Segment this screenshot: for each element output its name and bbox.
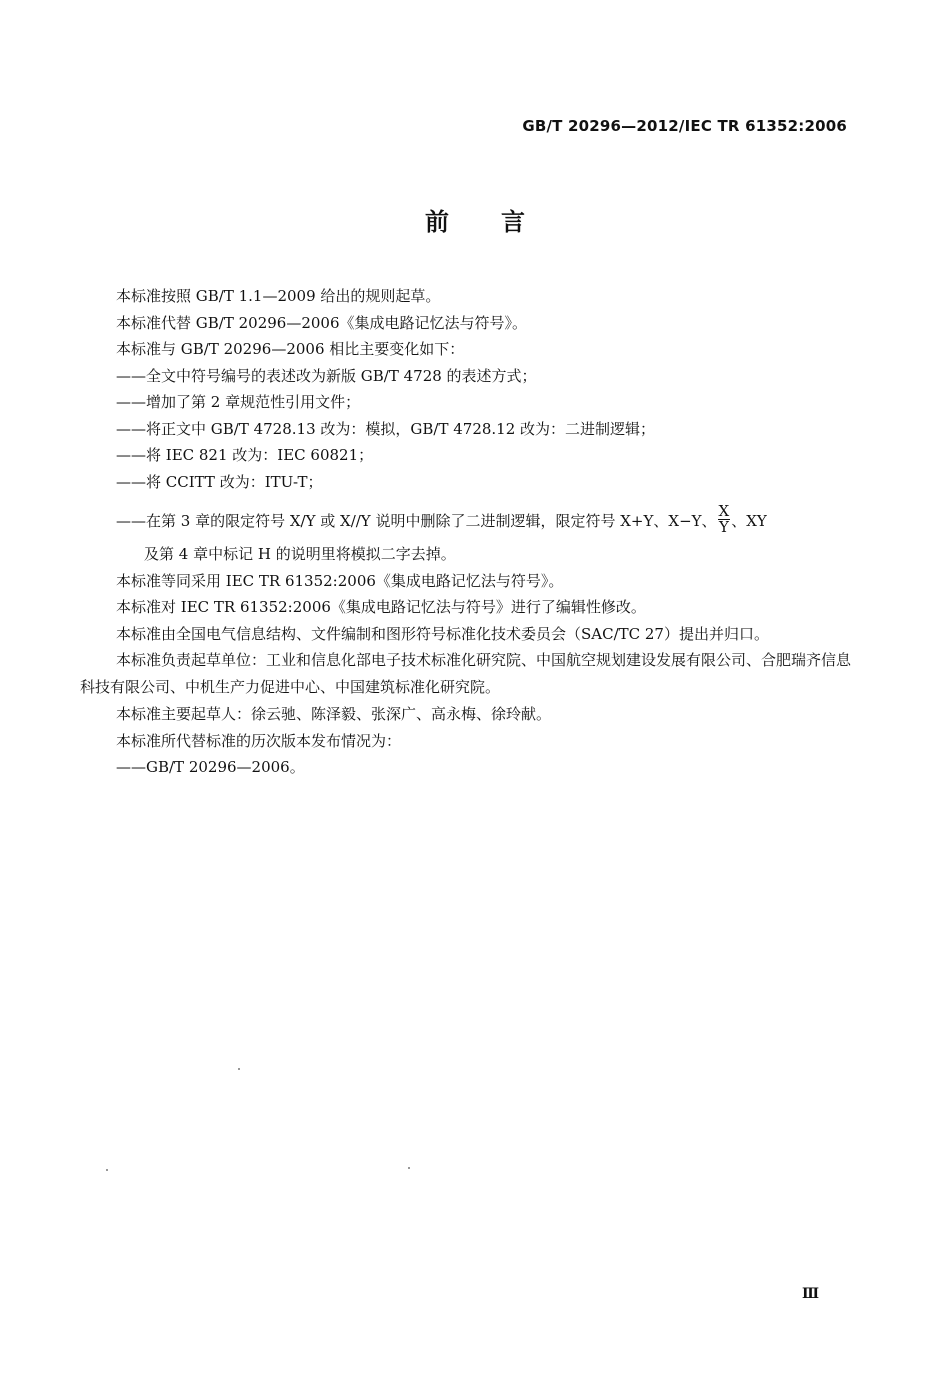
change-item-6 — [80, 495, 852, 541]
paragraph-identical-adoption: 本标准等同采用 IEC TR 61352:2006《集成电路记忆法与符号》。 — [116, 571, 564, 590]
paragraph-changes-intro: 本标准与 GB/T 20296—2006 相比主要变化如下： — [116, 340, 465, 358]
foreword-body — [80, 283, 852, 781]
standard-code-header: GB/T 20296—2012/IEC TR 61352:2006 — [522, 117, 847, 135]
paragraph-previous-editions: 本标准所代替标准的历次版本发布情况为： — [116, 731, 402, 750]
change-item-2: ——增加了第 2 章规范性引用文件； — [116, 393, 361, 411]
fraction-denominator: Y — [718, 517, 729, 536]
scan-speck — [238, 1068, 240, 1070]
fraction-x-over-y — [718, 501, 731, 536]
page-number: Ⅲ — [801, 1286, 819, 1302]
paragraph-drafting-units: 本标准负责起草单位：工业和信息化部电子技术标准化研究院、中国航空规划建设发展有限公司、合肥瑞齐信息科技有限公司、中机生产力促进中心、中国建筑标准化研究院。 — [80, 651, 852, 696]
change-item-3: ——将正文中 GB/T 4728.13 改为：模拟，GB/T 4728.12 改为：二进制逻辑； — [116, 419, 656, 438]
page-title: 前言 — [425, 208, 577, 236]
scan-speck — [408, 1167, 410, 1169]
paragraph-proposed-by: 本标准由全国电气信息结构、文件编制和图形符号标准化技术委员会（SAC/TC 27）提出并归口。 — [116, 624, 769, 643]
paragraph-drafting-rules: 本标准按照 GB/T 1.1—2009 给出的规则起草。 — [116, 287, 441, 305]
change-item-4: ——将 IEC 821 改为：IEC 60821； — [116, 446, 374, 464]
scan-speck — [106, 1169, 108, 1171]
previous-edition-item: ——GB/T 20296—2006。 — [116, 758, 305, 776]
paragraph-editorial-changes: 本标准对 IEC TR 61352:2006《集成电路记忆法与符号》进行了编辑性修改。 — [116, 598, 646, 616]
change-item-6-tail: 、XY — [731, 512, 767, 530]
paragraph-drafters: 本标准主要起草人：徐云驰、陈泽毅、张深广、高永梅、徐玲献。 — [116, 705, 552, 723]
change-item-6-text: ——在第 3 章的限定符号 X/Y 或 X//Y 说明中删除了二进制逻辑，限定符号 X+Y、X−Y、 — [116, 512, 717, 530]
paragraph-replaces: 本标准代替 GB/T 20296—2006《集成电路记忆法与符号》。 — [116, 313, 527, 332]
change-item-1: ——全文中符号编号的表述改为新版 GB/T 4728 的表述方式； — [116, 366, 537, 385]
change-item-5: ——将 CCITT 改为：ITU-T； — [116, 472, 323, 491]
change-item-6-continuation: 及第 4 章中标记 H 的说明里将模拟二字去掉。 — [144, 545, 456, 563]
fraction-numerator: X — [718, 501, 730, 520]
